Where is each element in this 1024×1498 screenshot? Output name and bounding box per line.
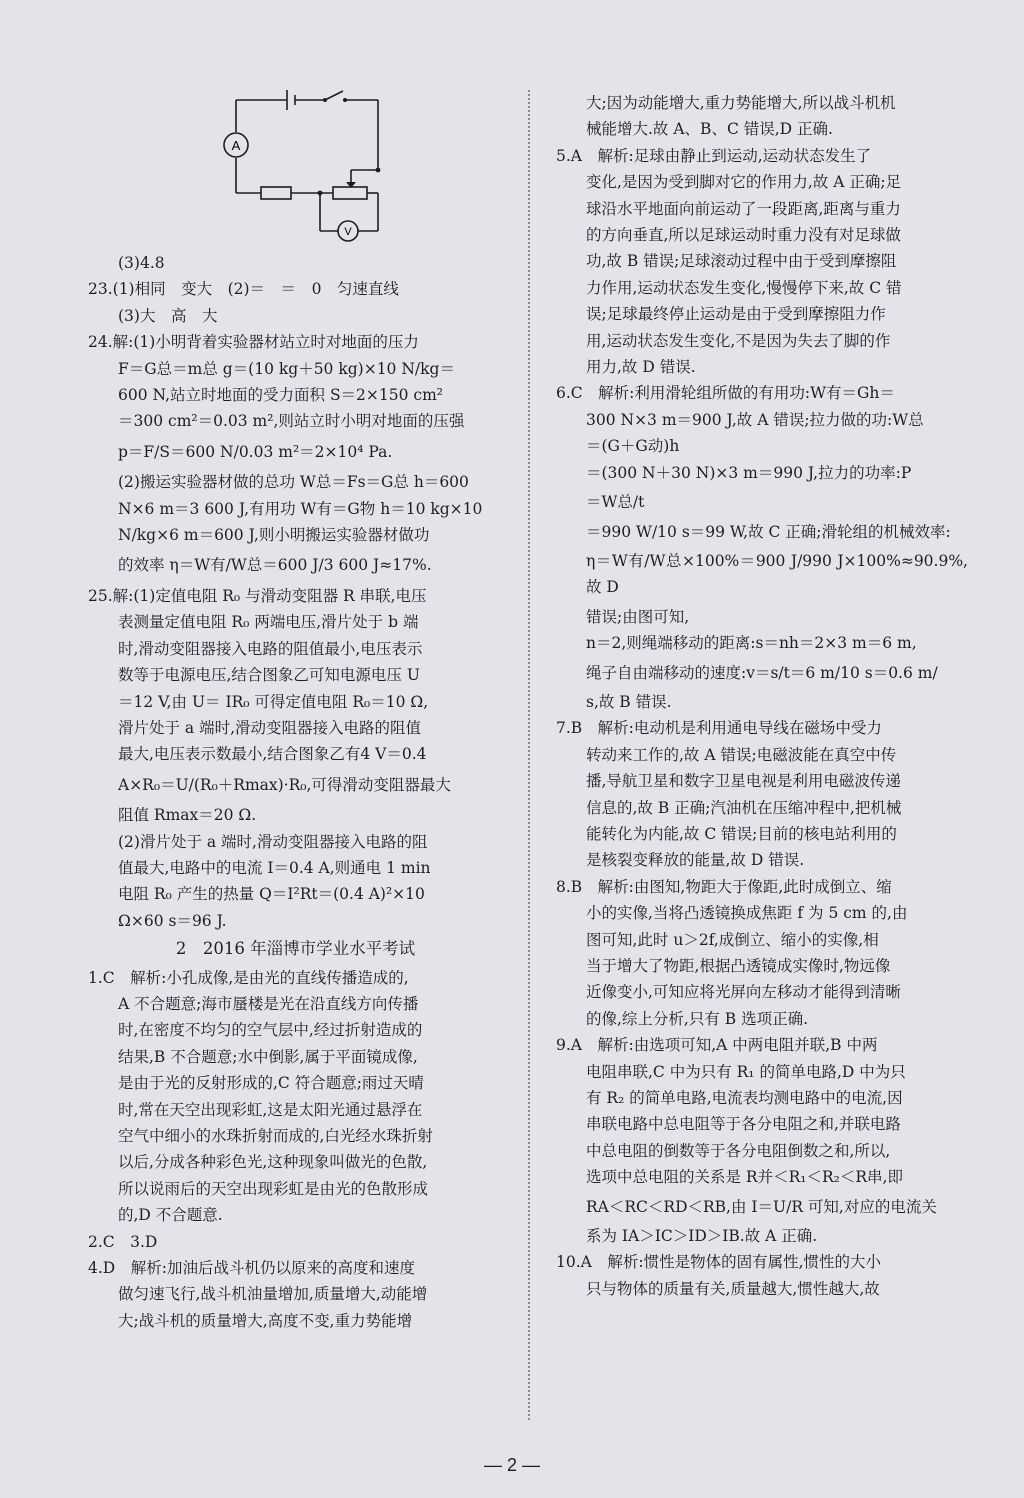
answer-5-line4: 的方向垂直,所以足球运动时重力没有对足球做 [586,226,901,245]
answer-10-line2: 只与物体的质量有关,质量越大,惯性越大,故 [586,1279,880,1298]
answer-10-line1: 10.A 解析:惯性是物体的固有属性,惯性的大小 [556,1253,881,1272]
answer-1-line8: 以后,分成各种彩色光,这种现象叫做光的色散, [118,1153,428,1172]
answer-1-line5: 是由于光的反射形成的,C 符合题意;雨过天晴 [118,1074,424,1093]
answer-25-line1: 25.解:(1)定值电阻 R₀ 与滑动变阻器 R 串联,电压 [88,586,427,605]
switch-pivot [323,98,327,102]
answer-2-3: 2.C 3.D [88,1232,158,1251]
rheostat [333,187,367,199]
answer-8-line2: 小的实像,当将凸透镜换成焦距 f 为 5 cm 的,由 [586,904,908,923]
switch-blade [325,91,343,100]
answer-5-line3: 球沿水平地面向前运动了一段距离,距离与重力 [586,199,901,218]
answer-4-cont-line2: 械能增大.故 A、B、C 错误,D 正确. [586,120,833,139]
answer-6-line1: 6.C 解析:利用滑轮组所做的有用功:W有＝Gh＝ [556,384,895,403]
page-number: — 2 — [483,1455,540,1475]
answer-24-line9: 的效率 η＝W有/W总＝600 J/3 600 J≈17%. [118,556,432,575]
answer-5-line8: 用,运动状态发生变化,不是因为失去了脚的作 [586,331,891,350]
answer-1-line1: 1.C 解析:小孔成像,是由光的直线传播造成的, [88,968,409,987]
answer-1-line2: A 不合题意;海市蜃楼是光在沿直线方向传播 [118,994,419,1013]
answer-6-line6: ＝990 W/10 s＝99 W,故 C 正确;滑轮组的机械效率: [586,522,951,541]
answer-6-line11: s,故 B 错误. [586,692,672,711]
answer-8-line5: 近像变小,可知应将光屏向左移动才能得到清晰 [586,983,901,1002]
answer-9-line4: 串联电路中总电阻等于各分电阻之和,并联电路 [586,1115,901,1134]
answer-25-line12: 电阻 R₀ 产生的热量 Q＝I²Rt＝(0.4 A)²×10 [118,885,425,904]
answer-25-line6: 滑片处于 a 端时,滑动变阻器接入电路的阻值 [118,718,422,737]
voltmeter-label: V [344,226,352,238]
answer-24-line7: N×6 m＝3 600 J,有用功 W有＝G物 h＝10 kg×10 [118,499,483,518]
answer-25-line5: ＝12 V,由 U＝ IR₀ 可得定值电阻 R₀＝10 Ω, [118,692,429,711]
answer-9-line6: 选项中总电阻的关系是 R并＜R₁＜R₂＜R串,即 [586,1168,903,1187]
answer-9-line7: RA＜RC＜RD＜RB,由 I＝U/R 可知,对应的电流关 [586,1197,937,1216]
answer-4-line2: 做匀速飞行,战斗机油量增加,质量增大,动能增 [118,1285,428,1304]
answer-22-3: (3)4.8 [118,254,165,272]
answer-25-line8: A×R₀＝U/(R₀＋Rmax)·R₀,可得滑动变阻器最大 [118,775,451,794]
answer-8-line3: 图可知,此时 u＞2f,成倒立、缩小的实像,相 [586,930,879,949]
answer-24-line8: N/kg×6 m＝600 J,则小明搬运实验器材做功 [118,526,430,545]
column-divider [528,90,530,1420]
answer-6-line4: ＝(300 N＋30 N)×3 m＝990 J,拉力的功率:P [586,463,912,482]
circuit-diagram [215,88,405,248]
answer-6-line8: 错误;由图可知, [586,607,690,626]
answer-7-line3: 播,导航卫星和数字卫星电视是利用电磁波传递 [586,772,901,791]
fixed-resistor [261,187,291,199]
answer-23-line1: 23.(1)相同 变大 (2)＝ ＝ 0 匀速直线 [88,280,399,299]
answer-24-line2: F＝G总＝m总 g＝(10 kg＋50 kg)×10 N/kg＝ [118,359,455,378]
answer-25-line13: Ω×60 s＝96 J. [118,911,227,930]
section-title: 2 2016 年淄博市学业水平考试 [175,939,416,959]
answer-25-line11: 值最大,电路中的电流 I＝0.4 A,则通电 1 min [118,858,431,877]
answer-1-line7: 空气中细小的水珠折射而成的,白光经水珠折射 [118,1127,433,1145]
answer-6-line3: ＝(G＋G动)h [586,437,680,456]
switch-contact [343,98,347,102]
answer-1-line9: 所以说雨后的天空出现彩虹是由光的色散形成 [118,1179,429,1198]
answer-1-line10: 的,D 不合题意. [118,1206,223,1225]
answer-23-line2: (3)大 高 大 [118,306,218,325]
answer-25-line4: 数等于电源电压,结合图象乙可知电源电压 U [118,666,420,685]
answer-7-line2: 转动来工作的,故 A 错误;电磁波能在真空中传 [586,745,897,764]
answer-25-line10: (2)滑片处于 a 端时,滑动变阻器接入电路的阻 [118,832,428,851]
answer-7-line5: 能转化为内能,故 C 错误;目前的核电站利用的 [586,824,897,843]
answer-9-line1: 9.A 解析:由选项可知,A 中两电阻并联,B 中两 [556,1036,878,1055]
answer-24-line1: 24.解:(1)小明背着实验器材站立时对地面的压力 [88,333,419,352]
left-column [88,250,503,1334]
answer-4-line1: 4.D 解析:加油后战斗机仍以原来的高度和速度 [88,1259,415,1278]
answer-9-line5: 中总电阻的倒数等于各分电阻倒数之和,所以, [586,1141,891,1160]
answer-6-line5: ＝W总/t [586,493,645,512]
answer-24-line5: p＝F/S＝600 N/0.03 m²＝2×10⁴ Pa. [118,442,393,461]
answer-25-line7: 最大,电压表示数最小,结合图象乙有4 V＝0.4 [118,745,427,764]
answer-7-line1: 7.B 解析:电动机是利用通电导线在磁场中受力 [556,719,882,738]
answer-9-line2: 电阻串联,C 中为只有 R₁ 的简单电路,D 中为只 [586,1062,906,1081]
answer-9-line3: 有 R₂ 的简单电路,电流表均测电路中的电流,因 [586,1089,903,1108]
answer-6-line7: η＝W有/W总×100%＝900 J/990 J×100%≈90.9%,故 D [586,551,968,597]
answer-1-line6: 时,常在天空出现彩虹,这是太阳光通过悬浮在 [118,1100,423,1119]
answer-1-line3: 时,在密度不均匀的空气层中,经过折射造成的 [118,1021,423,1040]
answer-5-line6: 力作用,运动状态发生变化,慢慢停下来,故 C 错 [586,278,902,297]
answer-25-line2: 表测量定值电阻 R₀ 两端电压,滑片处于 b 端 [118,613,419,632]
answer-7-line4: 信息的,故 B 正确;汽油机在压缩冲程中,把机械 [586,798,902,817]
answer-6-line9: n＝2,则绳端移动的距离:s＝nh＝2×3 m＝6 m, [586,634,917,653]
answer-5-line5: 功,故 B 错误;足球滚动过程中由于受到摩擦阻 [586,252,897,271]
answer-8-line4: 当于增大了物距,根据凸透镜成实像时,物远像 [586,957,891,975]
answer-9-line8: 系为 IA＞IC＞ID＞IB.故 A 正确. [586,1227,818,1246]
answer-1-line4: 结果,B 不合题意;水中倒影,属于平面镜成像, [118,1047,418,1066]
answer-5-line2: 变化,是因为受到脚对它的作用力,故 A 正确;足 [586,173,902,192]
answer-8-line6: 的像,综上分析,只有 B 选项正确. [586,1009,809,1028]
answer-8-line1: 8.B 解析:由图知,物距大于像距,此时成倒立、缩 [556,877,892,896]
answer-24-line4: ＝300 cm²＝0.03 m²,则站立时小明对地面的压强 [118,412,465,431]
answer-5-line9: 用力,故 D 错误. [586,358,696,377]
answer-4-cont-line1: 大;因为动能增大,重力势能增大,所以战斗机机 [586,94,896,112]
right-column [556,90,968,1302]
answer-25-line3: 时,滑动变阻器接入电路的阻值最小,电压表示 [118,639,423,658]
ammeter-label: A [231,138,241,153]
answer-7-line6: 是核裂变释放的能量,故 D 错误. [586,851,805,870]
answer-6-line10: 绳子自由端移动的速度:v＝s/t＝6 m/10 s＝0.6 m/ [586,663,938,682]
answer-5-line7: 误;足球最终停止运动是由于受到摩擦阻力作 [586,305,886,324]
answer-25-line9: 阻值 Rmax＝20 Ω. [118,806,257,825]
junction-dot-bottom [318,191,323,196]
answer-4-line3: 大;战斗机的质量增大,高度不变,重力势能增 [118,1311,413,1330]
answer-6-line2: 300 N×3 m＝900 J,故 A 错误;拉力做的功:W总 [586,410,924,429]
answer-24-line6: (2)搬运实验器材做的总功 W总＝Fs＝G总 h＝600 [118,473,469,492]
junction-dot-right [376,168,381,173]
answer-5-line1: 5.A 解析:足球由静止到运动,运动状态发生了 [556,146,872,165]
answer-24-line3: 600 N,站立时地面的受力面积 S＝2×150 cm² [118,386,444,405]
